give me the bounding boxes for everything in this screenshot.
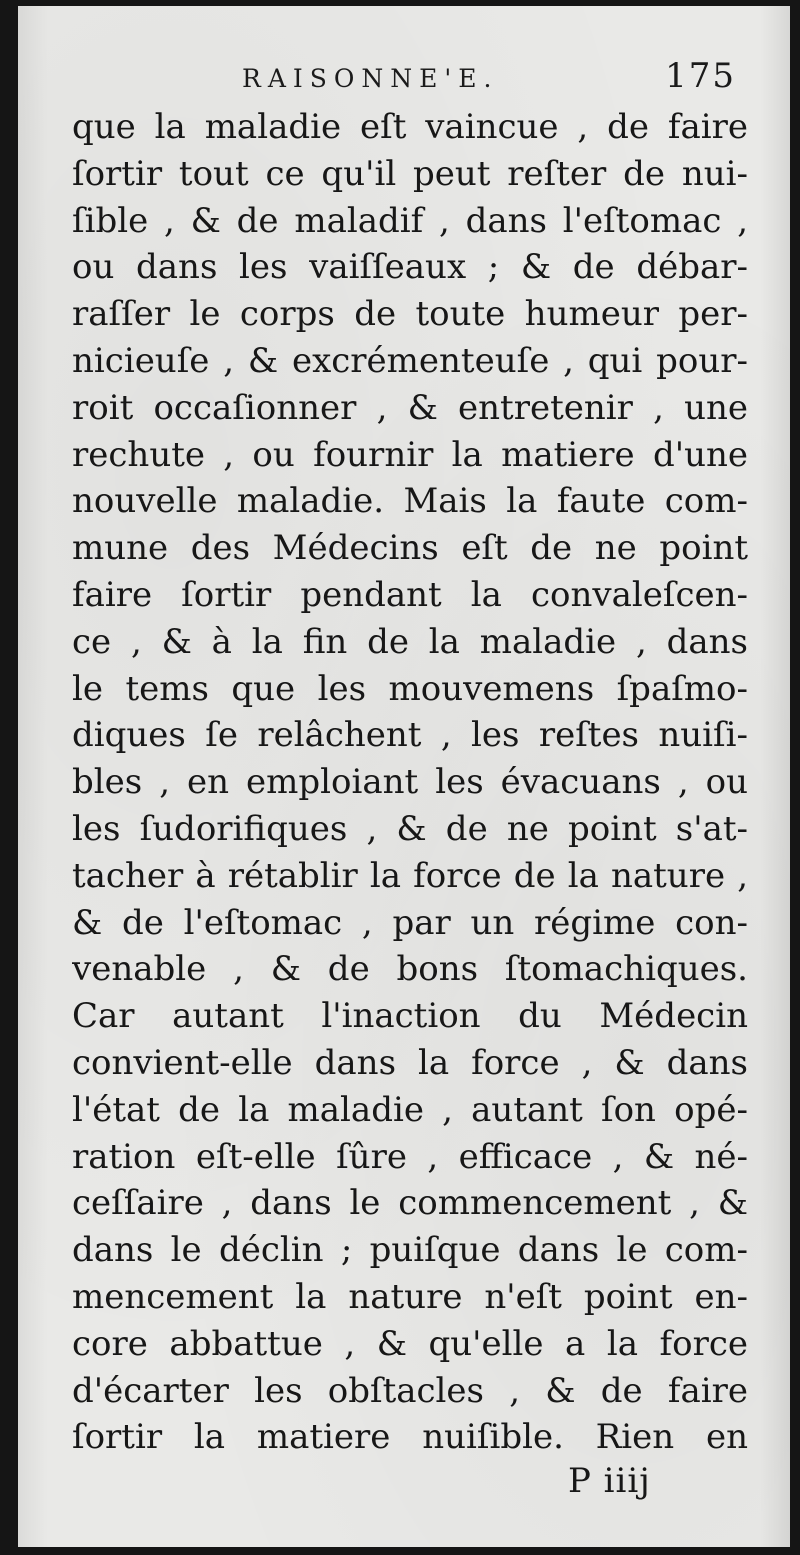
text-line: ou dans les vaiſſeaux ; & de débar- (72, 247, 748, 288)
signature-mark: P iiij (568, 1461, 651, 1501)
text-line: ration eſt-elle ſûre , efficace , & né- (72, 1136, 748, 1177)
text-line: ſortir tout ce qu'il peut reſter de nui- (72, 153, 748, 194)
body-text (72, 104, 748, 1461)
text-line: mune des Médecins eſt de ne point (72, 528, 748, 569)
text-line: ceſſaire , dans le commencement , & (72, 1183, 748, 1224)
running-head: RAISONNE'E. (242, 64, 499, 93)
text-line: l'état de la maladie , autant ſon opé- (72, 1089, 748, 1130)
text-line: faire ſortir pendant la convaleſcen- (72, 574, 748, 615)
text-line: raſſer le corps de toute humeur per- (72, 294, 748, 335)
text-line: d'écarter les obſtacles , & de faire (72, 1370, 748, 1411)
text-line: convient-elle dans la force , & dans (72, 1042, 748, 1083)
page-number: 175 (665, 56, 736, 96)
text-line: nicieuſe , & excrémenteuſe , qui pour- (72, 340, 748, 381)
text-line: que la maladie eſt vaincue , de faire (72, 107, 748, 147)
text-line: bles , en emploiant les évacuans , ou (72, 762, 748, 803)
text-line: nouvelle maladie. Mais la faute com- (72, 481, 748, 522)
book-page (18, 6, 790, 1547)
text-line: core abbattue , & qu'elle a la force (72, 1323, 748, 1364)
text-line: rechute , ou fournir la matiere d'une (72, 434, 748, 475)
text-line: le tems que les mouvemens ſpaſmo- (72, 668, 748, 709)
text-line: les ſudorifiques , & de ne point s'at- (72, 808, 748, 849)
text-line: & de l'eſtomac , par un régime con- (72, 902, 748, 943)
text-line: Car autant l'inaction du Médecin (72, 996, 748, 1037)
text-line: venable , & de bons ſtomachiques. (72, 949, 748, 990)
text-line: roit occaſionner , & entretenir , une (72, 387, 748, 428)
text-line: dans le déclin ; puiſque dans le com- (72, 1230, 748, 1271)
text-line: ce , & à la fin de la maladie , dans (72, 621, 748, 662)
text-line: diques ſe relâchent , les reſtes nuiſi- (72, 715, 748, 756)
text-line: mencement la nature n'eſt point en- (72, 1276, 748, 1317)
text-line: tacher à rétablir la force de la nature , (72, 855, 748, 896)
text-line: ſortir la matiere nuiſible. Rien en (72, 1417, 748, 1458)
text-line: ſible , & de maladif , dans l'eſtomac , (72, 200, 748, 241)
